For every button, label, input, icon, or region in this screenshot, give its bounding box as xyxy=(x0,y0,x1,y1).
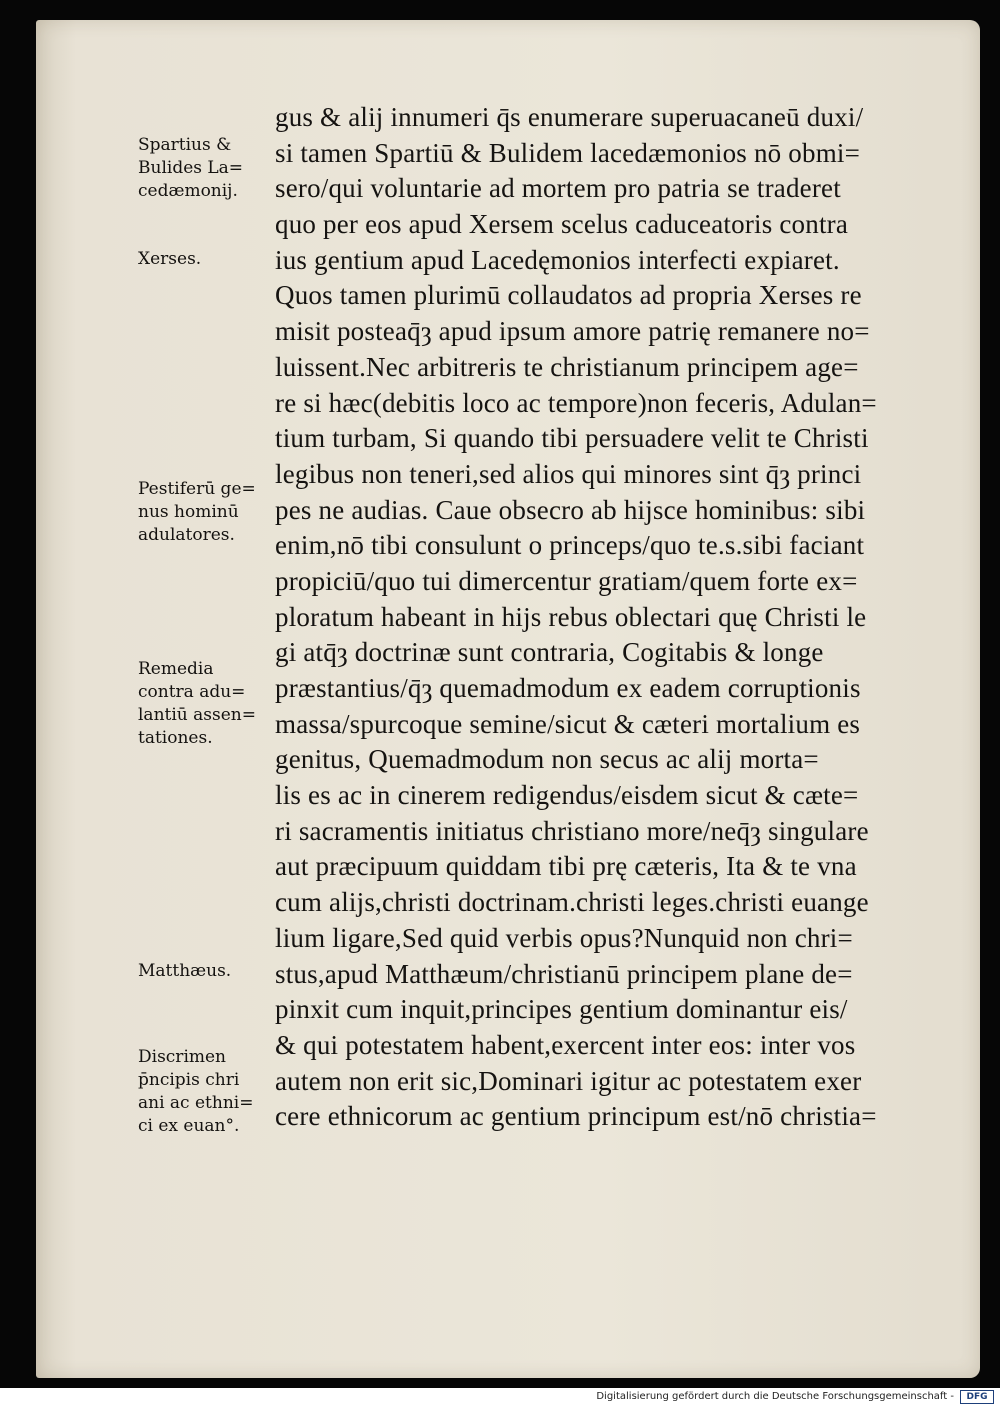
margin-note-matthaeus: Matthæus. xyxy=(138,961,232,981)
text-line: si tamen Spartiū & Bulidem lacedæmonios nō obmi= xyxy=(275,137,861,168)
margin-note-xerses: Xerses. xyxy=(138,249,202,269)
text-line: ploratum habeant in hijs rebus oblectari quę Christi le xyxy=(275,601,867,632)
text-line: enim,nō tibi consulunt o princeps/quo te.s.sibi faciant xyxy=(275,530,865,561)
margin-note-pestiferum: Pestiferū ge= nus hominū adulatores. xyxy=(138,479,256,545)
text-line: sero/qui voluntarie ad mortem pro patria se traderet xyxy=(275,173,841,204)
text-line: Quos tamen plurimū collaudatos ad propria Xerses re xyxy=(275,280,862,311)
text-line: pinxit cum inquit,principes gentium dominantur eis/ xyxy=(275,994,848,1025)
text-line: lium ligare,Sed quid verbis opus?Nunquid non chri= xyxy=(275,922,853,953)
text-line: legibus non teneri,sed alios qui minores sint q̄ȝ princi xyxy=(275,458,862,489)
text-line: & qui potestatem habent,exercent inter eos: inter vos xyxy=(275,1029,856,1060)
text-line: misit posteaq̄ȝ apud ipsum amore patrię remanere no= xyxy=(275,316,870,347)
text-line: ri sacramentis initiatus christiano more/neq̄ȝ singulare xyxy=(275,815,869,846)
margin-note-remedia: Remedia contra adu= lantiū assen= tationes. xyxy=(138,659,256,748)
text-line: ius gentium apud Lacedęmonios interfecti expiaret. xyxy=(275,244,840,275)
text-line: massa/spurcoque semine/sicut & cæteri mortalium es xyxy=(275,708,861,739)
text-line: stus,apud Matthæum/christianū principem plane de= xyxy=(275,958,853,989)
text-line: pes ne audias. Caue obsecro ab hijsce hominibus: sibi xyxy=(275,494,866,525)
margin-note-discrimen: Discrimen p̄ncipis chri ani ac ethni= ci ex euan°. xyxy=(138,1047,254,1136)
margin-note-spartius: Spartius & Bulides La= cedæmonij. xyxy=(138,135,244,201)
text-line: genitus, Quemadmodum non secus ac alij morta= xyxy=(275,744,819,775)
text-line: lis es ac in cinerem redigendus/eisdem sicut & cæte= xyxy=(275,780,859,811)
footer-bar xyxy=(0,1388,1000,1407)
text-line: re si hæc(debitis loco ac tempore)non feceris, Adulan= xyxy=(275,387,877,418)
text-line: quo per eos apud Xersem scelus caduceatoris contra xyxy=(275,209,849,240)
text-line: cum alijs,christi doctrinam.christi leges.christi euange xyxy=(275,887,869,918)
dfg-logo: DFG xyxy=(960,1390,994,1404)
footer-credit-text: Digitalisierung gefördert durch die Deutsche Forschungsgemeinschaft - xyxy=(596,1391,954,1402)
text-line: propiciū/quo tui dimercentur gratiam/quem forte ex= xyxy=(275,565,858,596)
text-line: gi atq̄ȝ doctrinæ sunt contraria, Cogitabis & longe xyxy=(275,637,824,668)
text-line: gus & alij innumeri q̄s enumerare superuacaneū duxi/ xyxy=(275,102,864,132)
text-line: tium turbam, Si quando tibi persuadere velit te Christi xyxy=(275,423,869,454)
text-line: præstantius/q̄ȝ quemadmodum ex eadem corruptionis xyxy=(275,673,861,703)
text-line: aut præcipuum quiddam tibi prę cæteris, Ita & te vna xyxy=(275,851,857,882)
text-line: luissent.Nec arbitreris te christianum principem age= xyxy=(275,351,859,382)
text-line: cere ethnicorum ac gentium principum est/nō christia= xyxy=(275,1101,877,1132)
text-line: autem non erit sic,Dominari igitur ac potestatem exer xyxy=(275,1065,862,1096)
main-text-block xyxy=(275,100,955,1135)
